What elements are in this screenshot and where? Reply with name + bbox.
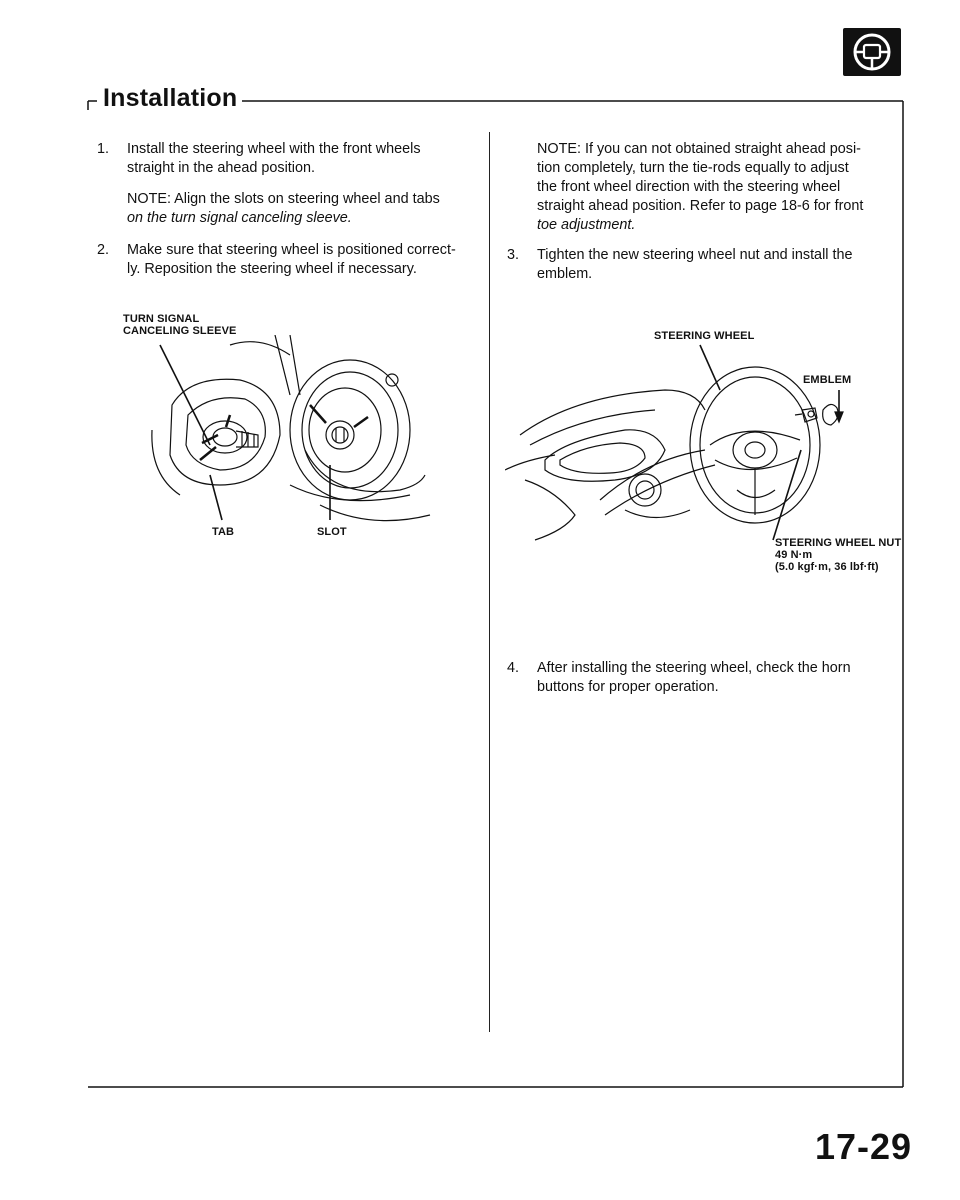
- note-2-line-1: NOTE: If you can not obtained straight ahead posi-: [537, 141, 861, 157]
- page-number: 17-29: [815, 1126, 913, 1167]
- step-4-line-1: After installing the steering wheel, check the horn: [537, 660, 851, 676]
- label-torque-nm: 49 N·m: [775, 549, 813, 561]
- step-2: [97, 241, 467, 279]
- label-turn-signal: TURN SIGNAL: [123, 313, 200, 325]
- note-2-line-3: the front wheel direction with the steering wheel: [537, 179, 841, 195]
- step-2-number: 2.: [97, 242, 110, 258]
- note-2-line-4: straight ahead position. Refer to page 18-6 for front: [537, 198, 864, 214]
- section-steering-icon-box: [843, 28, 901, 76]
- note-1-line-1: NOTE: Align the slots on steering wheel and tabs: [127, 191, 440, 207]
- label-steering-wheel-nut: STEERING WHEEL NUT: [775, 537, 902, 549]
- step-3-line-1: Tighten the new steering wheel nut and install the: [537, 247, 853, 263]
- step-3: [507, 246, 892, 284]
- steering-wheel-icon: [843, 28, 901, 76]
- step-2-line-1: Make sure that steering wheel is positioned correct-: [127, 242, 456, 258]
- label-steering-wheel: STEERING WHEEL: [654, 330, 755, 342]
- label-slot: SLOT: [317, 526, 347, 538]
- steering-wheel-illustration: [505, 340, 890, 545]
- note-2-line-5: toe adjustment.: [537, 217, 636, 233]
- step-2-line-2: ly. Reposition the steering wheel if necessary.: [127, 261, 417, 277]
- sleeve-slot-illustration: [140, 335, 440, 530]
- note-2: [537, 140, 892, 235]
- label-torque-kgf: (5.0 kgf·m, 36 lbf·ft): [775, 561, 879, 573]
- step-1-line-2: straight in the ahead position.: [127, 160, 316, 176]
- step-1: [97, 140, 467, 178]
- step-1-line-1: Install the steering wheel with the front wheels: [127, 141, 421, 157]
- note-1-line-2: on the turn signal canceling sleeve.: [127, 210, 352, 226]
- note-1: [127, 190, 467, 228]
- column-divider: [489, 132, 490, 1032]
- label-emblem: EMBLEM: [803, 374, 852, 386]
- step-3-number: 3.: [507, 247, 520, 263]
- note-2-line-2: tion completely, turn the tie-rods equally to adjust: [537, 160, 849, 176]
- step-1-number: 1.: [97, 141, 110, 157]
- page-title: Installation: [103, 84, 238, 112]
- step-3-line-2: emblem.: [537, 266, 593, 282]
- label-canceling-sleeve: CANCELING SLEEVE: [123, 325, 237, 337]
- step-4-number: 4.: [507, 660, 520, 676]
- step-4-line-2: buttons for proper operation.: [537, 679, 719, 695]
- label-tab: TAB: [212, 526, 235, 538]
- step-4: [507, 659, 892, 697]
